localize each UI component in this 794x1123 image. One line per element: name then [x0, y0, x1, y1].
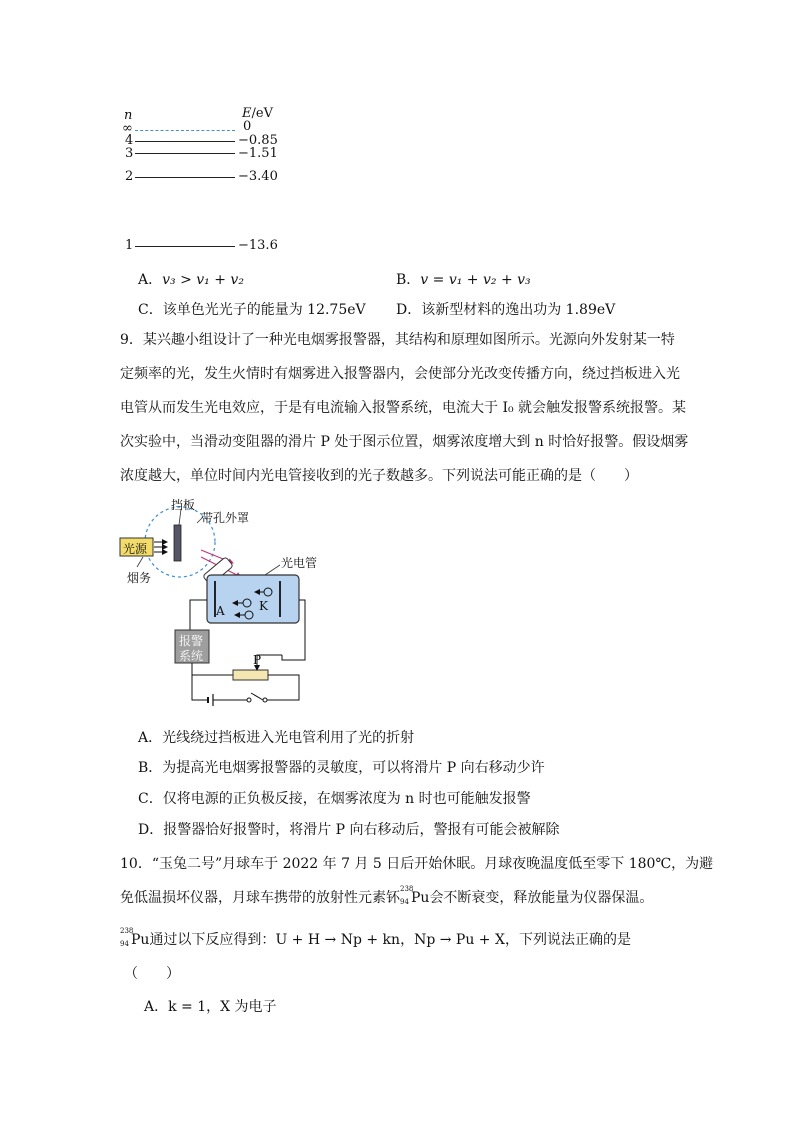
- label-alarm-1: 报警: [179, 634, 204, 648]
- q9-option-a: A．光线绕过挡板进入光电管利用了光的折射: [138, 730, 415, 746]
- label-smoke: 烟务: [127, 571, 152, 585]
- energy-header: E/eV: [242, 106, 273, 121]
- q8-option-d: [396, 302, 615, 318]
- option-label: B．: [396, 272, 421, 288]
- rheostat: [233, 670, 268, 680]
- pu-z: 94: [400, 898, 409, 906]
- q8-option-b: [396, 272, 531, 288]
- q10-option-a: A．k = 1，X 为电子: [144, 999, 277, 1015]
- q9-line-1: 9．某兴趣小组设计了一种光电烟雾报警器，其结构和原理如图所示。光源向外发射某一特: [120, 332, 675, 348]
- label-slider-p: P: [253, 653, 262, 667]
- level-line-1: [135, 246, 235, 247]
- level-e-inf: 0: [243, 119, 252, 134]
- pu-symbol: Pu: [131, 932, 150, 948]
- level-n-2: 2: [125, 169, 134, 184]
- pu-mass: 238: [120, 927, 134, 935]
- n-header: n: [124, 108, 133, 123]
- smoke-alarm-diagram: [115, 495, 318, 710]
- level-n-inf: ∞: [122, 121, 133, 136]
- q10-line-3: 238 94 Pu通过以下反应得到：U + H → Np + kn，Np → Pu + X，下列说法正确的是: [120, 927, 631, 948]
- option-text: 该单色光光子的能量为 12.75eV: [162, 302, 366, 318]
- option-label: A．: [138, 272, 163, 288]
- q10-line-2a: 免低温损坏仪器，月球车携带的放射性元素钚: [120, 890, 400, 906]
- q10-line-3b: ，下列说法正确的是: [504, 932, 631, 948]
- pu-nuclide-2: [120, 927, 150, 948]
- label-alarm-2: 系统: [179, 649, 204, 663]
- q9-line-2: 定频率的光，发生火情时有烟雾进入报警器内，会使部分光改变传播方向，绕过挡板进入光: [120, 366, 680, 382]
- label-phototube: 光电管: [281, 556, 318, 570]
- level-e-1: −13.6: [238, 238, 278, 253]
- q10-paren: （ ）: [124, 966, 180, 982]
- smoke-alarm-figure: [115, 495, 318, 710]
- option-text: v₃ > v₁ + v₂: [162, 272, 244, 288]
- q10-line-1: 10．“玉兔二号”月球车于 2022 年 7 月 5 日后开始休眠。月球夜晚温度低至零下 180℃，为避: [120, 856, 714, 872]
- pu-symbol: Pu: [411, 890, 430, 906]
- q9-option-b: B．为提高光电烟雾报警器的灵敏度，可以将滑片 P 向右移动少许: [138, 760, 545, 776]
- level-n-4: 4: [125, 133, 134, 148]
- option-text: v = v₁ + v₂ + v₃: [420, 272, 531, 288]
- pu-nuclide: [400, 885, 430, 906]
- baffle-plate: [174, 525, 181, 561]
- label-baffle: 挡板: [171, 498, 196, 512]
- level-line-4: [135, 141, 235, 142]
- level-n-3: 3: [125, 146, 134, 161]
- pu-mass: 238: [400, 885, 414, 893]
- q10-line-2b: 会不断衰变，释放能量为仪器保温。: [429, 890, 654, 906]
- level-e-3: −1.51: [238, 146, 278, 161]
- reaction-1: U + H → Np + kn: [275, 932, 401, 948]
- option-text: 该新型材料的逸出功为 1.89eV: [421, 302, 616, 318]
- level-line-3: [135, 153, 235, 154]
- label-light-source: 光源: [123, 542, 148, 556]
- level-e-2: −3.40: [238, 169, 278, 184]
- level-line-inf: [135, 130, 235, 131]
- level-e-4: −0.85: [238, 133, 278, 148]
- q9-line-3: 电管从而发生光电效应，于是有电流输入报警系统，电流大于 I₀ 就会触发报警系统报警。某: [120, 400, 687, 416]
- option-label: C．: [138, 302, 163, 318]
- level-n-1: 1: [125, 238, 134, 253]
- q10-line-2: [120, 885, 654, 906]
- q9-option-d: D．报警器恰好报警时，将滑片 P 向右移动后，警报有可能会被解除: [138, 822, 560, 838]
- q8-option-a: [138, 272, 244, 288]
- reaction-2: Np → Pu + X: [414, 932, 505, 948]
- level-line-2: [135, 177, 235, 178]
- q9-line-4: 次实验中，当滑动变阻器的滑片 P 处于图示位置，烟雾浓度增大到 n 时恰好报警。假设烟雾: [120, 434, 689, 450]
- label-cover: 带孔外罩: [201, 511, 250, 525]
- label-anode: A: [216, 604, 225, 618]
- q8-option-c: [138, 302, 366, 318]
- option-label: D．: [396, 302, 422, 318]
- label-cathode: K: [259, 599, 268, 613]
- pu-z: 94: [120, 940, 129, 948]
- q9-option-c: C．仅将电源的正负极反接，在烟雾浓度为 n 时也可能触发报警: [138, 791, 531, 807]
- q9-line-5: 浓度越大，单位时间内光电管接收到的光子数越多。下列说法可能正确的是（ ）: [120, 468, 638, 484]
- q10-line-3a: 通过以下反应得到：: [149, 932, 276, 948]
